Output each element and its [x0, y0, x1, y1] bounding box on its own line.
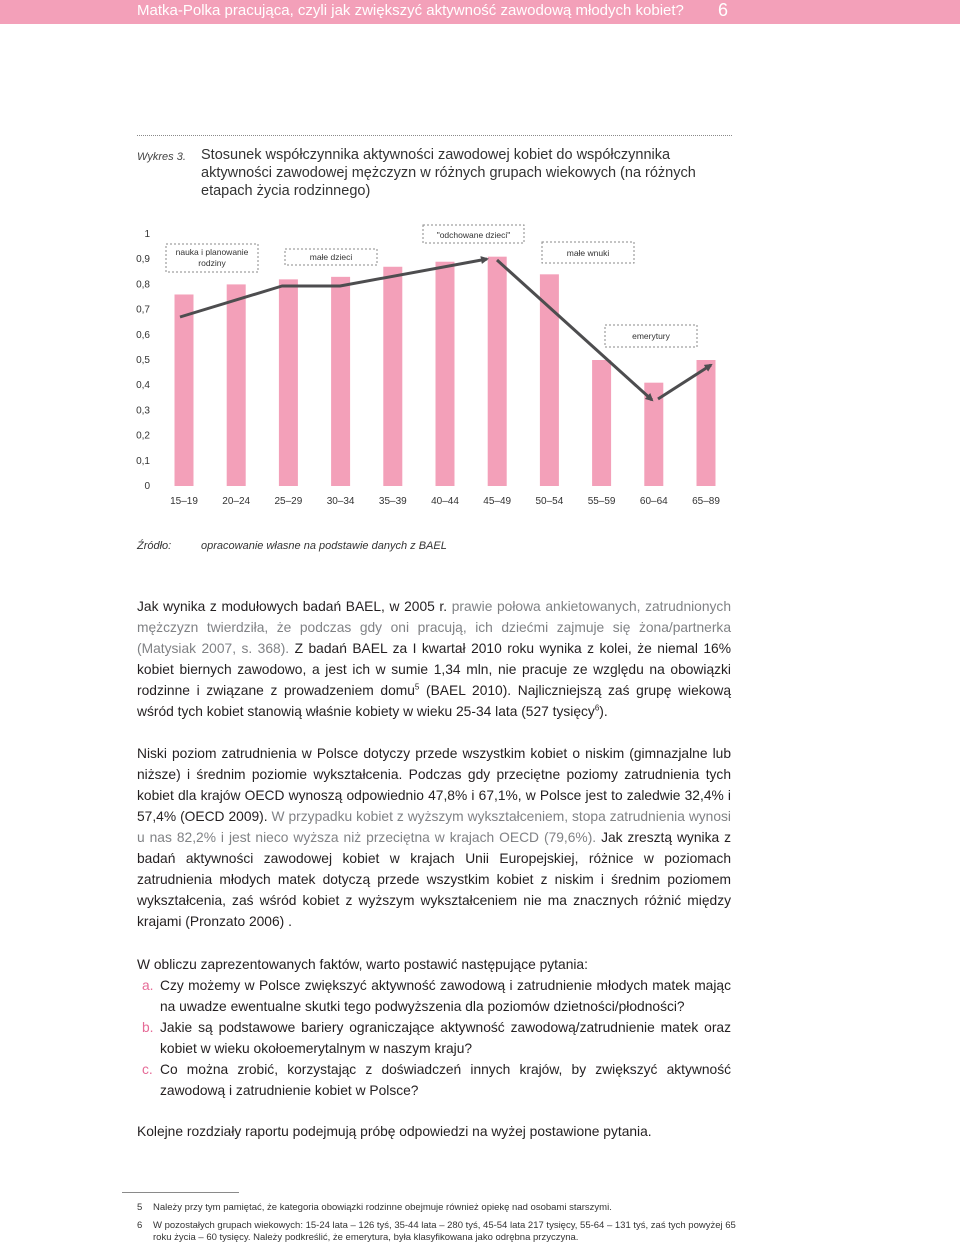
annotation-label: małe wnuki: [566, 248, 610, 258]
bar: [592, 360, 611, 486]
bar: [175, 294, 194, 486]
list-item-text: Czy możemy w Polsce zwiększyć aktywność zawodową i zatrudnienie młodych matek mając na uwadze ewentualne skutki tego podwyższenia dla poziomów dzietności/płodności?: [160, 978, 731, 1014]
bar: [383, 267, 402, 486]
x-tick-label: 45–49: [483, 496, 512, 507]
x-tick-label: 65–89: [692, 496, 720, 507]
y-tick-label: 0,4: [136, 380, 150, 392]
paragraph-1-part-f: ).: [599, 704, 608, 719]
page-number: 6: [718, 0, 729, 20]
annotation-label: małe dzieci: [309, 252, 353, 262]
y-tick-label: 0,5: [136, 355, 150, 366]
footnote-divider: [122, 1192, 239, 1193]
y-tick-label: 0,3: [136, 405, 150, 417]
running-header-title: Matka-Polka pracująca, czyli jak zwiększyć aktywność zawodową młodych kobiet?: [137, 2, 684, 19]
paragraph-1-part-a: Jak wynika z modułowych badań BAEL, w 2005 r.: [137, 599, 452, 614]
y-tick-label: 1: [144, 229, 150, 240]
x-tick-label: 50–54: [535, 496, 564, 507]
footnote-text: Należy przy tym pamiętać, że kategoria obowiązki rodzinne obejmuje również opiekę nad osobami starszymi.: [153, 1202, 612, 1213]
list-marker: b.: [142, 1020, 154, 1035]
footnote-text: W pozostałych grupach wiekowych: 15-24 lata – 126 tyś, 35-44 lata – 280 tyś, 45-54 lata 217 tysięcy, 55-64 – 131 tyś, zaś tych powyżej 65 roku życia – 60 tysięcy. Należy podkreślić, że emerytura, była klasyfikowana jako odrębna przyczyna.: [153, 1220, 736, 1243]
list-item: [137, 975, 731, 1017]
x-tick-label: 30–34: [326, 496, 355, 507]
x-tick-label: 60–64: [639, 496, 668, 507]
annotation-label: emerytury: [632, 331, 670, 341]
y-tick-label: 0,6: [136, 329, 150, 341]
paragraph-2: [137, 743, 731, 932]
list-item-text: Co można zrobić, korzystając z doświadczeń innych krajów, by zwiększyć aktywność zawodową i zatrudnienie kobiet w Polsce?: [160, 1062, 731, 1098]
x-tick-label: 55–59: [587, 496, 616, 507]
paragraph-2-part-b: W przypadku kobiet z wyższym wykształceniem, stopa zatrudnienia wynosi u nas 82,2% i jest nieco wyższa niż przeciętna w krajach OECD (79,6%).: [137, 809, 731, 845]
x-tick-label: 35–39: [378, 496, 407, 507]
y-tick-label: 0,9: [136, 254, 150, 266]
bar: [436, 262, 455, 486]
x-tick-label: 25–29: [274, 496, 303, 507]
paragraph-3: W obliczu zaprezentowanych faktów, warto postawić następujące pytania:: [137, 957, 588, 972]
bar: [697, 360, 716, 486]
paragraph-1-part-c: Z badań BAEL za I kwartał 2010 roku wynika z kolei, że niemal 16% kobiet biernych zawodowo, a jest ich w sumie 1,34 mln, nie pracuje ze względu na obowiązki rodzinne i związane z prowadzeniem domu: [137, 641, 731, 698]
bar: [331, 277, 350, 486]
list-item-text: Jakie są podstawowe bariery ograniczające aktywność zawodową/zatrudnienie matek oraz kobiet w wieku okołoemerytalnym w naszym kraju?: [160, 1020, 731, 1056]
annotation-label: nauka i planowanie: [175, 247, 249, 257]
footnote-ref-5: 5: [414, 682, 420, 692]
x-tick-label: 15–19: [170, 496, 198, 507]
y-tick-label: 0: [144, 481, 150, 492]
source-text: opracowanie własne na podstawie danych z BAEL: [201, 540, 447, 552]
footnote-6: [137, 1220, 737, 1244]
source-label: Źródło:: [137, 540, 172, 552]
y-tick-label: 0,7: [136, 304, 150, 316]
list-marker: c.: [142, 1062, 153, 1077]
paragraph-2-part-c: Jak zresztą wynika z badań aktywności zawodowej kobiet w krajach Unii Europejskiej, różnice w poziomach zatrudnienia młodych matek dotyczą przede wszystkim kobiet z niskim i średnim poziomem wykształcenia, zaś wśród kobiet z wyższym wykształceniem nie ma znacznych różnić między krajami (Pronzato 2006) .: [137, 830, 731, 929]
bar-chart: [0, 0, 960, 520]
list-item: [137, 1017, 731, 1059]
bar: [488, 257, 507, 486]
footnote-number: 5: [137, 1202, 143, 1213]
paragraph-1: [137, 596, 731, 722]
annotation-label: "odchowane dzieci": [436, 230, 511, 240]
paragraph-1-part-b: prawie połowa ankietowanych, zatrudnionych mężczyzn twierdziła, że podczas gdy oni pracują, ich dziećmi zajmuje się żona/partnerka (Matysiak 2007, s. 368).: [137, 599, 732, 656]
y-tick-label: 0,2: [136, 430, 150, 442]
paragraph-4: Kolejne rozdziały raportu podejmują próbę odpowiedzi na wyżej postawione pytania.: [137, 1124, 652, 1139]
paragraph-2-part-a: Niski poziom zatrudnienia w Polsce dotyczy przede wszystkim kobiet o niskim (gimnazjalne lub niższe) i średnim poziomie wykształcenia. Podczas gdy przeciętne poziomy zatrudnienia tych kobiet dla krajów OECD wynoszą odpowiednio 47,8% i 67,1%, w Polsce jest to zaledwie 32,4% i 57,4% (OECD 2009).: [137, 746, 731, 824]
paragraph-1-part-e: Najliczniejszą zaś grupę wiekową wśród tych kobiet stanowią właśnie kobiety w wieku 25-34 lata (527 tysięcy: [137, 683, 731, 719]
y-tick-label: 0,1: [136, 455, 150, 467]
figure-caption: Stosunek współczynnika aktywności zawodowej kobiet do współczynnika aktywności zawodowej mężczyzn w różnych grupach wiekowych (na różnych etapach życia rodzinnego): [201, 147, 696, 199]
list-marker: a.: [142, 978, 154, 993]
figure-label: Wykres 3.: [137, 151, 186, 163]
list-item: [137, 1059, 731, 1101]
y-tick-label: 0,8: [136, 279, 150, 291]
bar: [279, 279, 298, 486]
footnote-5: [137, 1202, 737, 1214]
paragraph-1-part-d: (BAEL 2010).: [419, 683, 518, 698]
footnote-ref-6: 6: [594, 703, 600, 713]
x-tick-label: 20–24: [222, 496, 251, 507]
footnote-number: 6: [137, 1220, 143, 1231]
annotation-label: rodziny: [198, 258, 226, 268]
bar: [227, 284, 246, 486]
x-tick-label: 40–44: [431, 496, 459, 507]
question-list: [137, 975, 731, 1101]
